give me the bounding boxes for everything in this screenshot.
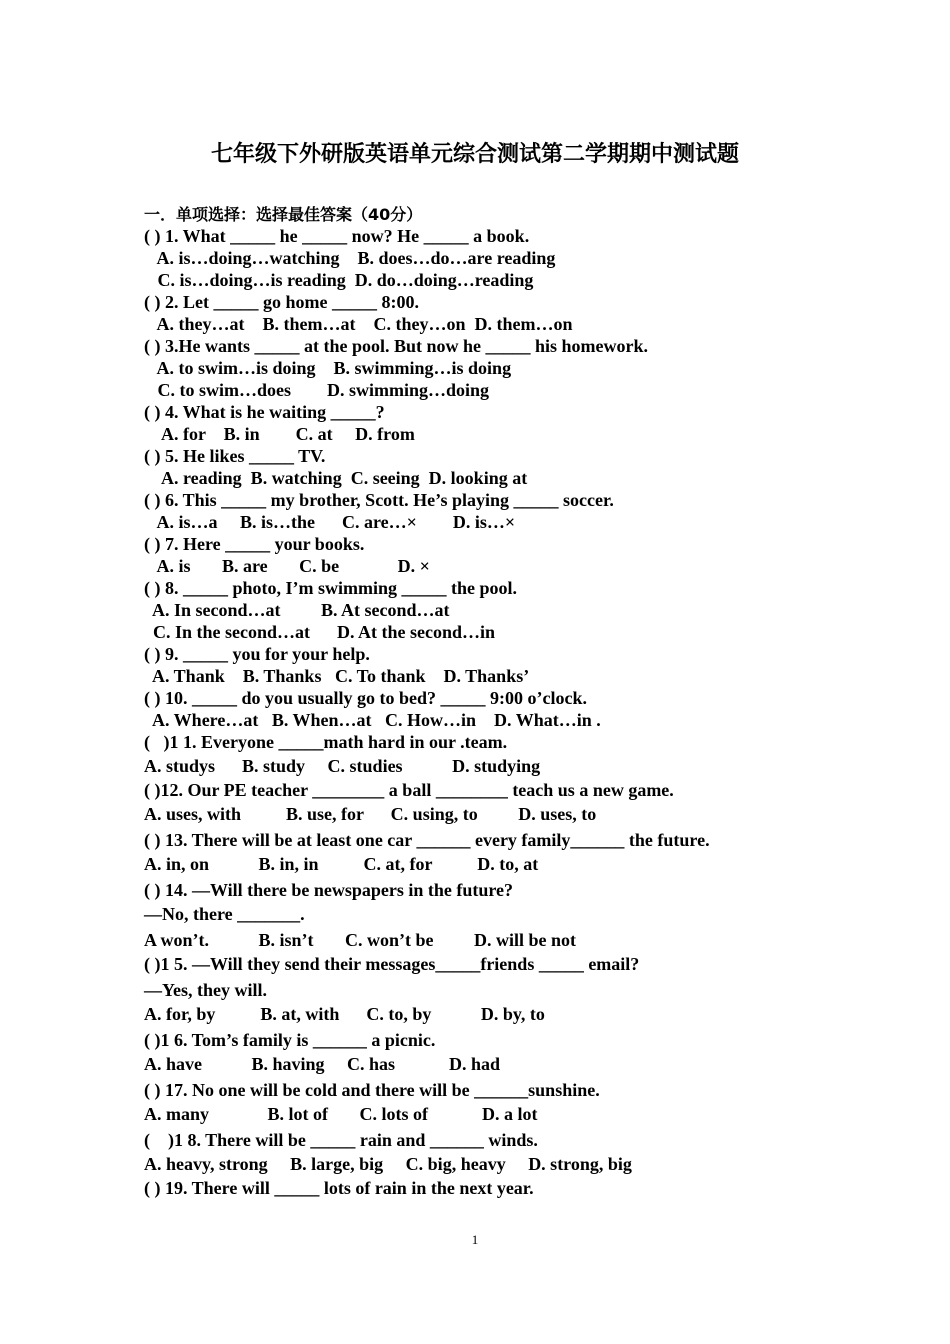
question-line: A won’t. B. isn’t C. won’t be D. will be not xyxy=(144,930,577,950)
question-line: A. they…at B. them…at C. they…on D. them…on xyxy=(144,314,573,334)
question-line: ( )1 6. Tom’s family is ______ a picnic. xyxy=(144,1030,436,1050)
question-line: A. Where…at B. When…at C. How…in D. What…in . xyxy=(144,710,601,730)
question-line: ( ) 19. There will _____ lots of rain in the next year. xyxy=(144,1178,534,1198)
question-line: ( )1 1. Everyone _____math hard in our .team. xyxy=(144,732,508,752)
question-line: —Yes, they will. xyxy=(144,980,267,1000)
question-line: ( ) 17. No one will be cold and there will be ______sunshine. xyxy=(144,1080,600,1100)
question-line: C. is…doing…is reading D. do…doing…reading xyxy=(144,270,534,290)
question-line: ( ) 1. What _____ he _____ now? He _____ a book. xyxy=(144,226,530,246)
question-line: C. In the second…at D. At the second…in xyxy=(144,622,496,642)
question-line: ( ) 13. There will be at least one car ______ every family______ the future. xyxy=(144,830,710,850)
question-line: ( )1 5. —Will they send their messages_____friends _____ email? xyxy=(144,954,640,974)
page-title: 七年级下外研版英语单元综合测试第二学期期中测试题 xyxy=(210,142,739,167)
question-line: A. many B. lot of C. lots of D. a lot xyxy=(144,1104,538,1124)
question-line: A. to swim…is doing B. swimming…is doing xyxy=(144,358,512,378)
question-line: A. have B. having C. has D. had xyxy=(144,1054,501,1074)
question-line: ( ) 9. _____ you for your help. xyxy=(144,644,370,664)
question-line: A. for, by B. at, with C. to, by D. by, to xyxy=(144,1004,545,1024)
question-line: ( ) 2. Let _____ go home _____ 8:00. xyxy=(144,292,419,312)
question-line: ( ) 7. Here _____ your books. xyxy=(144,534,365,554)
question-line: A. In second…at B. At second…at xyxy=(144,600,450,620)
question-line: C. to swim…does D. swimming…doing xyxy=(144,380,490,400)
question-line: A. is…a B. is…the C. are…× D. is…× xyxy=(144,512,516,532)
section-heading: 一．单项选择：选择最佳答案（40分） xyxy=(144,205,423,224)
question-line: A. Thank B. Thanks C. To thank D. Thanks’ xyxy=(144,666,530,686)
question-line: ( ) 8. _____ photo, I’m swimming _____ the pool. xyxy=(144,578,518,598)
question-line: ( ) 4. What is he waiting _____? xyxy=(144,402,385,422)
question-line: A. in, on B. in, in C. at, for D. to, at xyxy=(144,854,539,874)
question-line: ( ) 6. This _____ my brother, Scott. He’s playing _____ soccer. xyxy=(144,490,614,510)
question-line: A. uses, with B. use, for C. using, to D. uses, to xyxy=(144,804,597,824)
question-line: A. is B. are C. be D. × xyxy=(144,556,430,576)
question-line: A. reading B. watching C. seeing D. looking at xyxy=(144,468,528,488)
question-line: ( ) 3.He wants _____ at the pool. But now he _____ his homework. xyxy=(144,336,649,356)
question-line: A. for B. in C. at D. from xyxy=(144,424,415,444)
question-line: ( ) 5. He likes _____ TV. xyxy=(144,446,326,466)
question-line: ( ) 14. —Will there be newspapers in the future? xyxy=(144,880,513,900)
page-number: 1 xyxy=(471,1232,479,1247)
question-line: A. is…doing…watching B. does…do…are reading xyxy=(144,248,556,268)
question-line: ( )12. Our PE teacher ________ a ball ________ teach us a new game. xyxy=(144,780,674,800)
question-line: ( ) 10. _____ do you usually go to bed? _____ 9:00 o’clock. xyxy=(144,688,588,708)
question-line: —No, there _______. xyxy=(144,904,305,924)
question-line: A. heavy, strong B. large, big C. big, heavy D. strong, big xyxy=(144,1154,632,1174)
question-line: A. studys B. study C. studies D. studying xyxy=(144,756,541,776)
question-line: ( )1 8. There will be _____ rain and ______ winds. xyxy=(144,1130,538,1150)
